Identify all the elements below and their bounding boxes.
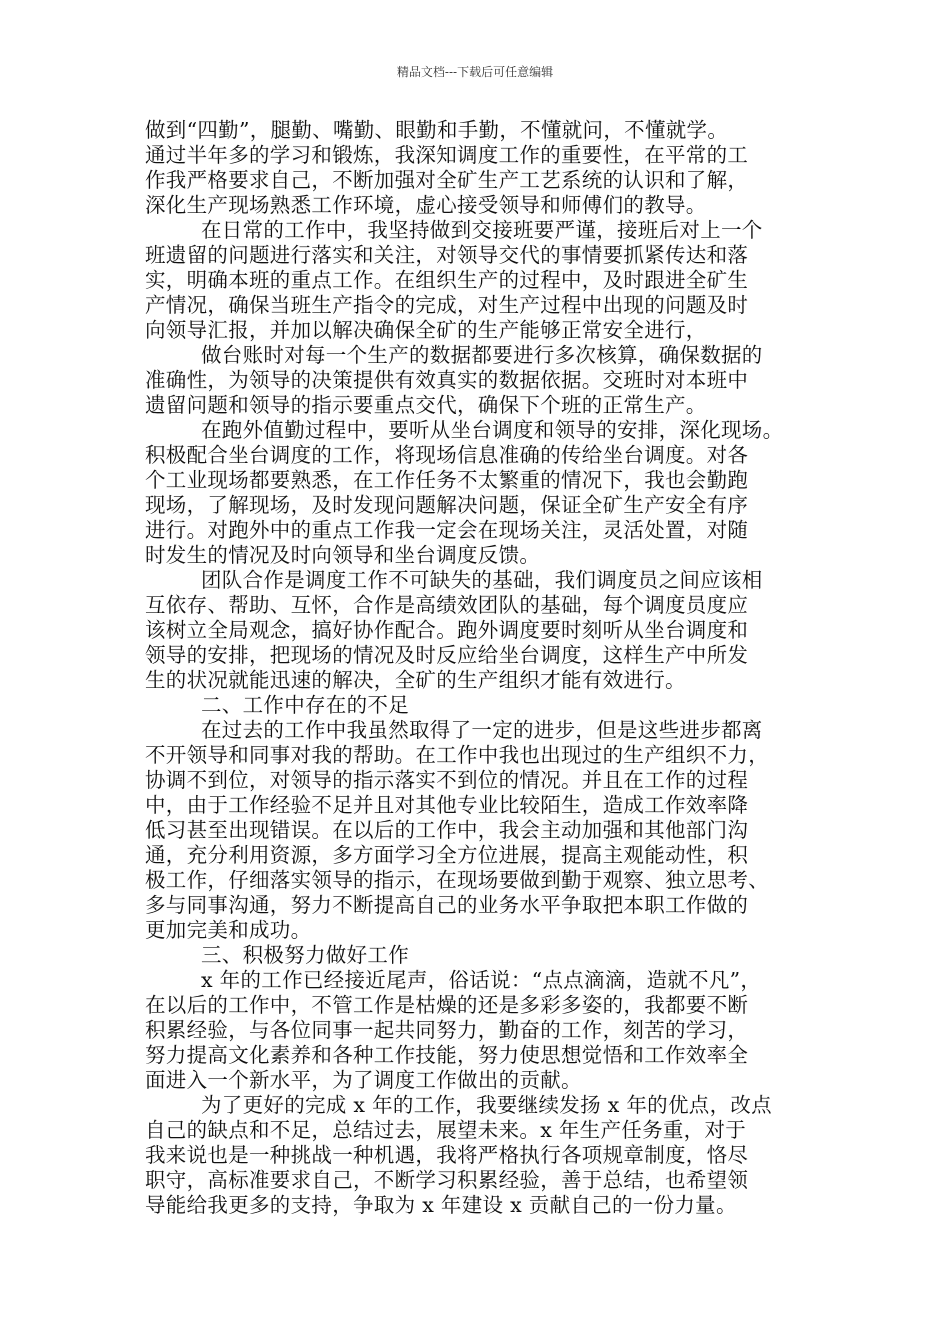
text-line: 积累经验，与各位同事一起共同努力，勤奋的工作，刻苦的学习， <box>145 1018 749 1042</box>
text-line: 进行。对跑外中的重点工作我一定会在现场关注，灵活处置，对随 <box>145 518 749 542</box>
text-line: 通，充分利用资源，多方面学习全方位进展，提高主观能动性，积 <box>145 843 749 867</box>
text-line: 实，明确本班的重点工作。在组织生产的过程中，及时跟进全矿生 <box>145 268 749 292</box>
text-line: 在日常的工作中，我坚持做到交接班要严谨，接班后对上一个 <box>201 218 763 242</box>
text-line: 团队合作是调度工作不可缺失的基础，我们调度员之间应该相 <box>201 568 763 592</box>
text-line: 多与同事沟通，努力不断提高自己的业务水平争取把本职工作做的 <box>145 893 749 917</box>
text-line: 自己的缺点和不足，总结过去，展望未来。x 年生产任务重，对于 <box>145 1118 747 1142</box>
text-line: 在过去的工作中我虽然取得了一定的进步，但是这些进步都离 <box>201 718 763 742</box>
text-line: 班遗留的问题进行落实和关注，对领导交代的事情要抓紧传达和落 <box>145 243 749 267</box>
text-line: 向领导汇报，并加以解决确保全矿的生产能够正常安全进行， <box>145 318 707 342</box>
text-line: 面进入一个新水平，为了调度工作做出的贡献。 <box>145 1068 582 1092</box>
text-line: 该树立全局观念，搞好协作配合。跑外调度要时刻听从坐台调度和 <box>145 618 749 642</box>
text-line: 三、积极努力做好工作 <box>201 943 409 967</box>
text-line: 积极配合坐台调度的工作，将现场信息准确的传给坐台调度。对各 <box>145 443 749 467</box>
text-line: 导能给我更多的支持，争取为 x 年建设 x 贡献自己的一份力量。 <box>145 1193 737 1217</box>
document-body <box>145 118 820 1218</box>
text-line: 做台账时对每一个生产的数据都要进行多次核算，确保数据的 <box>201 343 763 367</box>
text-line: 时发生的情况及时向领导和坐台调度反馈。 <box>145 543 541 567</box>
text-line: 准确性，为领导的决策提供有效真实的数据依据。交班时对本班中 <box>145 368 749 392</box>
text-line: 产情况，确保当班生产指令的完成，对生产过程中出现的问题及时 <box>145 293 749 317</box>
page-header: 精品文档---下载后可任意编辑 <box>396 65 554 79</box>
text-line: x 年的工作已经接近尾声，俗话说：“点点滴滴，造就不凡”， <box>201 968 762 992</box>
text-line: 不开领导和同事对我的帮助。在工作中我也出现过的生产组织不力， <box>145 743 769 767</box>
text-line: 更加完美和成功。 <box>145 918 312 942</box>
text-line: 二、工作中存在的不足 <box>201 693 409 717</box>
text-line: 在跑外值勤过程中，要听从坐台调度和领导的安排，深化现场。 <box>201 418 784 442</box>
text-line: 为了更好的完成 x 年的工作，我要继续发扬 x 年的优点，改点 <box>201 1093 772 1117</box>
text-line: 遗留问题和领导的指示要重点交代，确保下个班的正常生产。 <box>145 393 707 417</box>
text-line: 做到“四勤”，腿勤、嘴勤、眼勤和手勤，不懂就问，不懂就学。 <box>145 118 729 142</box>
text-line: 个工业现场都要熟悉，在工作任务不太繁重的情况下，我也会勤跑 <box>145 468 749 492</box>
text-line: 生的状况就能迅速的解决，全矿的生产组织才能有效进行。 <box>145 668 686 692</box>
text-line: 极工作，仔细落实领导的指示，在现场要做到勤于观察、独立思考、 <box>145 868 769 892</box>
text-line: 作我严格要求自己，不断加强对全矿生产工艺系统的认识和了解， <box>145 168 749 192</box>
text-line: 现场，了解现场，及时发现问题解决问题，保证全矿生产安全有序 <box>145 493 749 517</box>
text-line: 在以后的工作中，不管工作是枯燥的还是多彩多姿的，我都要不断 <box>145 993 749 1017</box>
text-line: 职守，高标准要求自己，不断学习积累经验，善于总结，也希望领 <box>145 1168 749 1192</box>
text-line: 我来说也是一种挑战一种机遇，我将严格执行各项规章制度，恪尽 <box>145 1143 749 1167</box>
text-line: 互依存、帮助、互怀，合作是高绩效团队的基础，每个调度员度应 <box>145 593 749 617</box>
text-line: 通过半年多的学习和锻炼，我深知调度工作的重要性，在平常的工 <box>145 143 749 167</box>
text-line: 协调不到位，对领导的指示落实不到位的情况。并且在工作的过程 <box>145 768 749 792</box>
text-line: 低习甚至出现错误。在以后的工作中，我会主动加强和其他部门沟 <box>145 818 749 842</box>
text-line: 中，由于工作经验不足并且对其他专业比较陌生，造成工作效率降 <box>145 793 749 817</box>
text-line: 领导的安排，把现场的情况及时反应给坐台调度，这样生产中所发 <box>145 643 749 667</box>
text-line: 深化生产现场熟悉工作环境，虚心接受领导和师傅们的教导。 <box>145 193 707 217</box>
text-line: 努力提高文化素养和各种工作技能，努力使思想觉悟和工作效率全 <box>145 1043 749 1067</box>
